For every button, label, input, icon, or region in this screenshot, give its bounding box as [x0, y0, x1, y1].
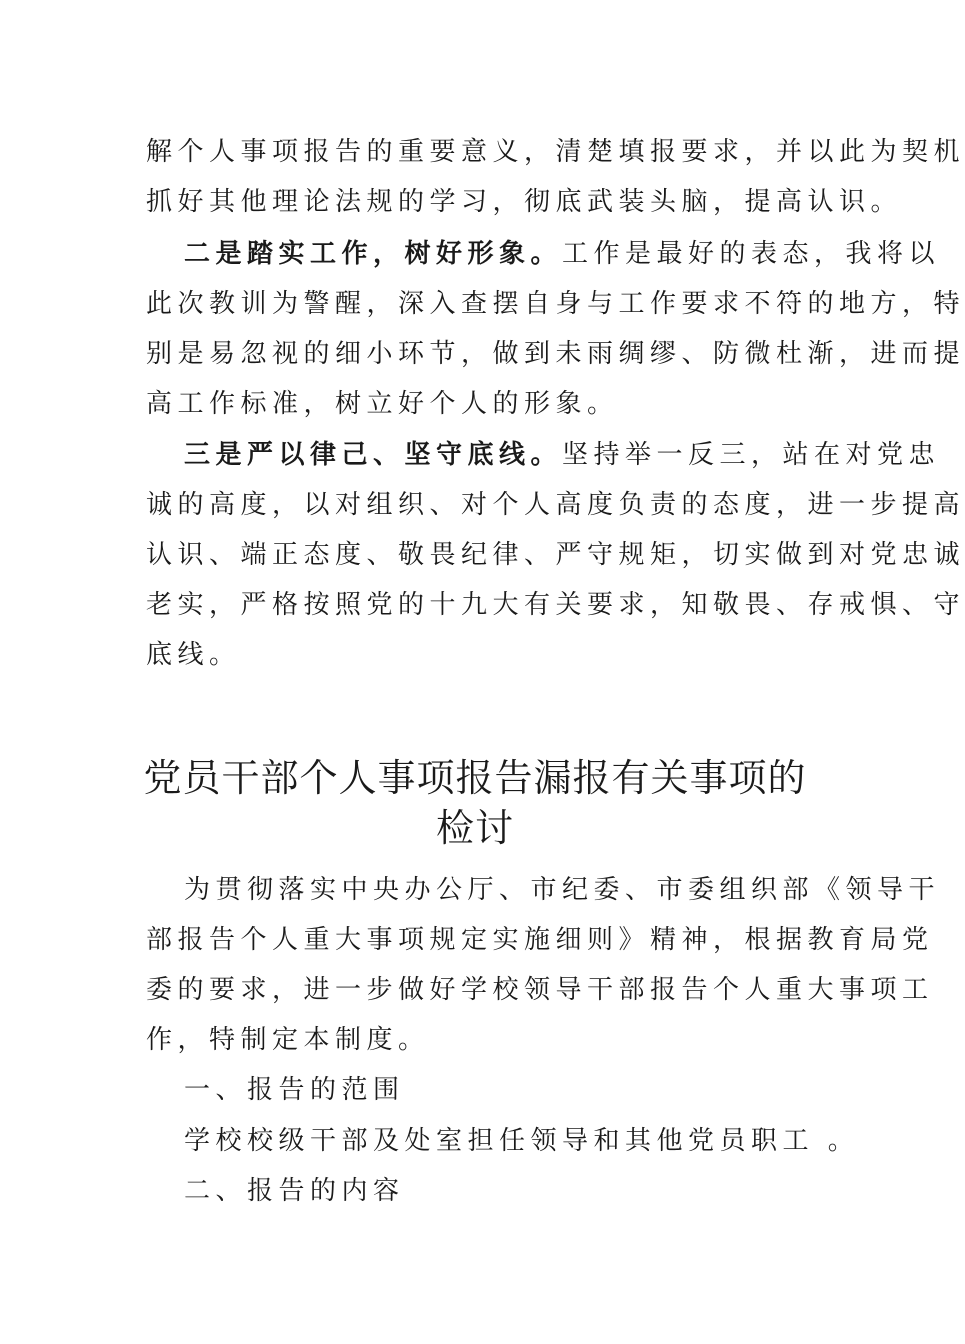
paragraph-line: 认识、端正态度、敬畏纪律、严守规矩，切实做到对党忠诚: [146, 540, 965, 570]
paragraph-line: 底线。: [146, 640, 241, 670]
intro-line: 为贯彻落实中央办公厅、市纪委、市委组织部《领导干: [184, 875, 941, 905]
point-three-heading: 三是严以律己、坚守底线。: [184, 440, 563, 470]
point-two-heading: 二是踏实工作，树好形象。: [184, 239, 563, 269]
paragraph-line: 此次教训为警醒，深入查摆自身与工作要求不符的地方，特: [146, 289, 965, 319]
document-title-line-1: 党员干部个人事项报告漏报有关事项的: [143, 756, 807, 800]
point-two-text: 工作是最好的表态，我将以: [562, 239, 941, 269]
intro-line: 委的要求，进一步做好学校领导干部报告个人重大事项工: [146, 975, 934, 1005]
intro-line: 作，特制定本制度。: [146, 1025, 430, 1055]
paragraph-line: 别是易忽视的细小环节，做到未雨绸缪、防微杜渐，进而提: [146, 339, 965, 369]
point-two-first-line: [184, 237, 941, 271]
section-one-body: 学校校级干部及处室担任领导和其他党员职工 。: [184, 1126, 860, 1156]
section-one-heading: 一、报告的范围: [184, 1075, 405, 1105]
document-title-line-2: 检讨: [435, 806, 514, 850]
section-two-heading: 二、报告的内容: [184, 1176, 405, 1206]
paragraph-line: 老实，严格按照党的十九大有关要求，知敬畏、存戒惧、守: [146, 590, 965, 620]
point-three-text: 坚持举一反三，站在对党忠: [562, 440, 941, 470]
point-three-first-line: [184, 438, 941, 472]
intro-line: 部报告个人重大事项规定实施细则》精神，根据教育局党: [146, 925, 934, 955]
paragraph-line: 诚的高度，以对组织、对个人高度负责的态度，进一步提高: [146, 490, 965, 520]
paragraph-line: 高工作标准，树立好个人的形象。: [146, 389, 619, 419]
paragraph-line: 抓好其他理论法规的学习，彻底武装头脑，提高认识。: [146, 187, 903, 217]
paragraph-line: 解个人事项报告的重要意义，清楚填报要求，并以此为契机: [146, 137, 965, 167]
